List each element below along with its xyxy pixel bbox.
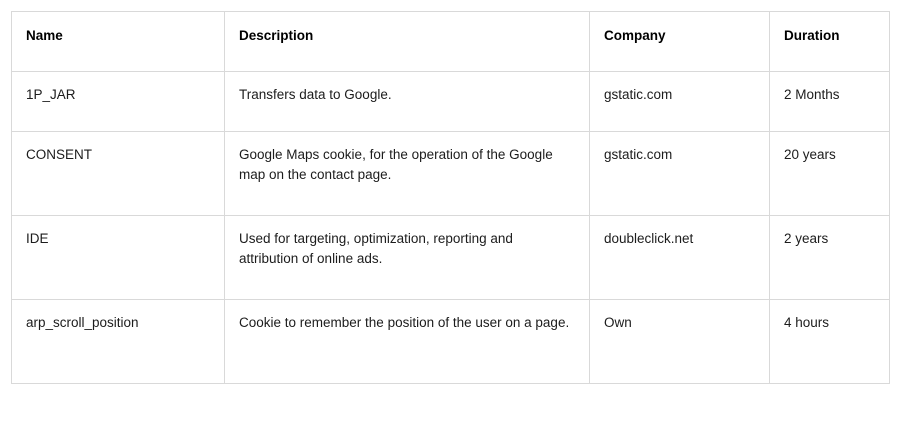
table-row xyxy=(12,300,890,384)
cell-name: IDE xyxy=(12,216,225,300)
table-body xyxy=(12,72,890,384)
table-row xyxy=(12,216,890,300)
table-header xyxy=(12,12,890,72)
cell-description: Cookie to remember the position of the user on a page. xyxy=(225,300,590,384)
cell-duration: 4 hours xyxy=(770,300,890,384)
cell-company: gstatic.com xyxy=(590,72,770,132)
cell-name: arp_scroll_position xyxy=(12,300,225,384)
table-row xyxy=(12,132,890,216)
cell-duration: 2 Months xyxy=(770,72,890,132)
cookie-table-page xyxy=(0,11,899,424)
cell-name: 1P_JAR xyxy=(12,72,225,132)
cell-company: gstatic.com xyxy=(590,132,770,216)
column-header-company: Company xyxy=(590,12,770,72)
column-header-name: Name xyxy=(12,12,225,72)
cell-description: Used for targeting, optimization, reporting and attribution of online ads. xyxy=(225,216,590,300)
cell-company: doubleclick.net xyxy=(590,216,770,300)
column-header-description: Description xyxy=(225,12,590,72)
cell-duration: 20 years xyxy=(770,132,890,216)
table-header-row xyxy=(12,12,890,72)
cell-company: Own xyxy=(590,300,770,384)
cookie-table xyxy=(11,11,890,384)
cell-name: CONSENT xyxy=(12,132,225,216)
column-header-duration: Duration xyxy=(770,12,890,72)
cell-description: Transfers data to Google. xyxy=(225,72,590,132)
cell-description: Google Maps cookie, for the operation of the Google map on the contact page. xyxy=(225,132,590,216)
cell-duration: 2 years xyxy=(770,216,890,300)
table-row xyxy=(12,72,890,132)
